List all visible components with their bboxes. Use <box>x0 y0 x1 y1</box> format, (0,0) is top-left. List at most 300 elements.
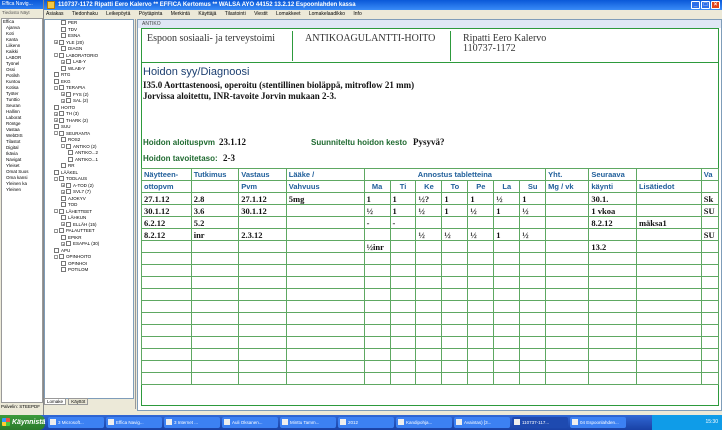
table-cell[interactable] <box>701 253 718 265</box>
table-cell[interactable]: 6.2.12 <box>142 217 192 229</box>
table-cell[interactable] <box>494 301 520 313</box>
table-cell[interactable]: 5mg <box>286 193 364 205</box>
table-cell[interactable] <box>468 361 494 373</box>
table-cell[interactable] <box>701 337 718 349</box>
background-tree-item[interactable]: Ossi <box>6 67 15 72</box>
background-tree-item[interactable]: Yleinen ka <box>6 181 28 186</box>
table-cell[interactable] <box>364 349 390 361</box>
table-cell[interactable] <box>239 361 287 373</box>
background-tree-item[interactable]: Ajanva <box>6 25 20 30</box>
background-tree-item[interactable]: Liikenn <box>6 43 21 48</box>
table-cell[interactable] <box>701 277 718 289</box>
background-window-title[interactable]: Effica Navig... <box>0 0 43 9</box>
table-cell[interactable] <box>416 253 442 265</box>
expand-icon[interactable]: + <box>62 92 65 98</box>
taskbar-button[interactable] <box>396 417 452 428</box>
table-cell[interactable] <box>286 241 364 253</box>
table-cell[interactable] <box>142 253 192 265</box>
background-tree-item[interactable]: Omat Suos <box>6 169 29 174</box>
table-cell[interactable] <box>191 253 239 265</box>
table-cell[interactable] <box>239 337 287 349</box>
table-cell[interactable] <box>494 265 520 277</box>
table-cell[interactable] <box>364 301 390 313</box>
background-tree-item[interactable]: LABOR <box>6 55 22 60</box>
table-cell[interactable] <box>520 277 546 289</box>
table-cell[interactable] <box>191 325 239 337</box>
table-cell[interactable] <box>636 241 701 253</box>
background-tree-item[interactable]: Yleinen <box>6 187 22 192</box>
table-cell[interactable] <box>589 373 637 385</box>
table-cell[interactable] <box>468 217 494 229</box>
table-cell[interactable] <box>364 253 390 265</box>
table-cell[interactable] <box>546 241 589 253</box>
table-cell[interactable] <box>520 253 546 265</box>
table-cell[interactable]: ½ <box>416 205 442 217</box>
table-cell[interactable] <box>239 373 287 385</box>
form-tree[interactable] <box>44 19 134 399</box>
diagnosis-text[interactable] <box>143 80 703 102</box>
table-cell[interactable]: 1 <box>494 229 520 241</box>
table-cell[interactable] <box>589 253 637 265</box>
table-cell[interactable] <box>442 337 468 349</box>
table-cell[interactable] <box>286 313 364 325</box>
table-cell[interactable] <box>239 289 287 301</box>
collapse-icon[interactable]: - <box>55 53 57 59</box>
table-cell[interactable]: - <box>390 217 416 229</box>
menu-leikepoyta[interactable]: Leikepöytä <box>106 11 131 17</box>
taskbar-button[interactable] <box>164 417 220 428</box>
table-cell[interactable] <box>589 325 637 337</box>
background-tree-item[interactable]: Potilsh <box>6 73 20 78</box>
table-cell[interactable] <box>191 361 239 373</box>
table-cell[interactable] <box>442 289 468 301</box>
table-cell[interactable]: 27.1.12 <box>239 193 287 205</box>
table-cell[interactable] <box>416 373 442 385</box>
background-tree-item[interactable]: Työter <box>6 91 19 96</box>
taskbar-button[interactable] <box>512 417 568 428</box>
table-cell[interactable] <box>239 265 287 277</box>
menu-kayttaja[interactable]: Käyttäjä <box>198 11 217 17</box>
table-cell[interactable] <box>142 373 192 385</box>
table-cell[interactable] <box>494 325 520 337</box>
table-cell[interactable] <box>364 337 390 349</box>
table-cell[interactable] <box>636 313 701 325</box>
table-cell[interactable] <box>390 277 416 289</box>
table-cell[interactable] <box>494 313 520 325</box>
expand-icon[interactable]: + <box>55 111 58 117</box>
taskbar-button[interactable] <box>222 417 278 428</box>
table-cell[interactable] <box>468 253 494 265</box>
expand-icon[interactable]: + <box>62 189 65 195</box>
table-cell[interactable] <box>142 277 192 289</box>
table-cell[interactable] <box>468 277 494 289</box>
table-cell[interactable] <box>494 277 520 289</box>
table-cell[interactable] <box>701 217 718 229</box>
background-tree-item[interactable]: Kaikki <box>6 49 19 54</box>
table-cell[interactable] <box>191 349 239 361</box>
table-cell[interactable] <box>636 337 701 349</box>
table-cell[interactable] <box>239 253 287 265</box>
table-cell[interactable]: 1 <box>520 193 546 205</box>
table-cell[interactable] <box>589 301 637 313</box>
table-cell[interactable] <box>142 289 192 301</box>
table-cell[interactable] <box>494 361 520 373</box>
table-cell[interactable]: 8.2.12 <box>142 229 192 241</box>
table-cell[interactable] <box>636 361 701 373</box>
table-cell[interactable] <box>390 301 416 313</box>
expand-icon[interactable]: + <box>62 183 65 189</box>
table-cell[interactable] <box>520 289 546 301</box>
table-cell[interactable] <box>142 301 192 313</box>
table-cell[interactable]: SU <box>701 205 718 217</box>
table-cell[interactable] <box>589 289 637 301</box>
table-cell[interactable]: ½ <box>468 205 494 217</box>
table-cell[interactable] <box>142 325 192 337</box>
table-cell[interactable] <box>416 325 442 337</box>
table-cell[interactable]: ½ <box>494 193 520 205</box>
table-cell[interactable] <box>468 265 494 277</box>
start-date-value[interactable]: 23.1.12 <box>219 137 246 147</box>
table-cell[interactable] <box>364 289 390 301</box>
background-tree-item[interactable]: Laborat <box>6 115 22 120</box>
background-tree-item[interactable]: Koti <box>6 31 14 36</box>
menu-lomakkeet[interactable]: Lomakkeet <box>276 11 301 17</box>
table-cell[interactable] <box>520 265 546 277</box>
table-cell[interactable]: 30.1.12 <box>142 205 192 217</box>
table-cell[interactable] <box>589 349 637 361</box>
table-cell[interactable]: ½ <box>416 229 442 241</box>
table-cell[interactable] <box>239 349 287 361</box>
menu-lomakelaadikko[interactable]: Lomakelaadikko <box>308 11 345 17</box>
table-cell[interactable] <box>636 193 701 205</box>
table-cell[interactable]: 1 <box>442 193 468 205</box>
table-cell[interactable]: mäksa1 <box>636 217 701 229</box>
table-cell[interactable]: 1 <box>442 205 468 217</box>
menu-viestit[interactable]: Viestit <box>254 11 268 17</box>
table-cell[interactable] <box>589 361 637 373</box>
table-cell[interactable] <box>701 313 718 325</box>
taskbar-button[interactable] <box>48 417 104 428</box>
background-tree-item[interactable]: Digital <box>6 145 19 150</box>
table-cell[interactable] <box>589 337 637 349</box>
table-cell[interactable] <box>416 313 442 325</box>
table-cell[interactable] <box>286 289 364 301</box>
table-cell[interactable]: 1 <box>390 205 416 217</box>
background-tree-item[interactable]: Hallinn <box>6 109 20 114</box>
table-cell[interactable] <box>701 265 718 277</box>
table-cell[interactable]: 30.1. <box>589 193 637 205</box>
background-tree-item[interactable]: Röntge <box>6 121 21 126</box>
table-cell[interactable] <box>636 253 701 265</box>
table-cell[interactable] <box>546 289 589 301</box>
table-cell[interactable] <box>416 349 442 361</box>
table-cell[interactable] <box>442 277 468 289</box>
table-cell[interactable] <box>364 373 390 385</box>
table-cell[interactable] <box>546 217 589 229</box>
table-cell[interactable] <box>416 277 442 289</box>
table-cell[interactable] <box>442 361 468 373</box>
target-value[interactable]: 2-3 <box>223 153 235 163</box>
table-cell[interactable] <box>286 217 364 229</box>
table-cell[interactable] <box>364 277 390 289</box>
table-cell[interactable] <box>416 241 442 253</box>
table-cell[interactable] <box>520 349 546 361</box>
table-cell[interactable]: 2.8 <box>191 193 239 205</box>
table-cell[interactable] <box>286 301 364 313</box>
table-cell[interactable] <box>191 337 239 349</box>
table-cell[interactable] <box>286 325 364 337</box>
table-cell[interactable] <box>520 217 546 229</box>
table-cell[interactable] <box>636 289 701 301</box>
table-cell[interactable] <box>390 337 416 349</box>
table-cell[interactable] <box>494 253 520 265</box>
table-cell[interactable] <box>494 349 520 361</box>
table-cell[interactable] <box>442 265 468 277</box>
table-cell[interactable]: ½ <box>364 205 390 217</box>
table-cell[interactable] <box>191 277 239 289</box>
expand-icon[interactable]: + <box>55 118 58 124</box>
table-cell[interactable] <box>390 265 416 277</box>
table-cell[interactable] <box>442 349 468 361</box>
background-tree[interactable] <box>1 18 43 403</box>
menu-merkinta[interactable]: Merkintä <box>170 11 190 17</box>
table-cell[interactable]: 27.1.12 <box>142 193 192 205</box>
table-cell[interactable] <box>701 241 718 253</box>
table-cell[interactable] <box>636 277 701 289</box>
table-cell[interactable] <box>286 361 364 373</box>
table-cell[interactable] <box>520 301 546 313</box>
table-cell[interactable] <box>494 241 520 253</box>
background-window[interactable] <box>0 0 44 415</box>
table-cell[interactable] <box>494 337 520 349</box>
table-cell[interactable] <box>546 277 589 289</box>
table-cell[interactable] <box>364 229 390 241</box>
expand-icon[interactable]: + <box>62 241 65 247</box>
close-button[interactable]: × <box>711 1 720 9</box>
expand-icon[interactable]: + <box>62 59 65 65</box>
table-cell[interactable] <box>286 349 364 361</box>
table-cell[interactable] <box>636 349 701 361</box>
table-cell[interactable] <box>286 337 364 349</box>
table-cell[interactable] <box>468 325 494 337</box>
background-tree-item[interactable]: Vastaa <box>6 127 20 132</box>
table-cell[interactable]: inr <box>191 229 239 241</box>
table-cell[interactable]: - <box>364 217 390 229</box>
table-cell[interactable]: ½ <box>468 229 494 241</box>
background-window-menu[interactable]: Tiedosto Näyt <box>2 10 30 15</box>
table-cell[interactable] <box>239 313 287 325</box>
window-titlebar[interactable] <box>44 0 722 10</box>
table-cell[interactable] <box>416 289 442 301</box>
table-cell[interactable] <box>546 361 589 373</box>
minimize-button[interactable]: _ <box>691 1 700 9</box>
table-cell[interactable] <box>191 241 239 253</box>
table-cell[interactable]: ½ <box>520 205 546 217</box>
table-cell[interactable]: Sk <box>701 193 718 205</box>
table-cell[interactable] <box>494 373 520 385</box>
maximize-button[interactable]: □ <box>701 1 710 9</box>
table-cell[interactable] <box>701 361 718 373</box>
menu-asiakas[interactable]: Asiakas <box>46 11 64 17</box>
collapse-icon[interactable]: - <box>55 176 57 182</box>
table-cell[interactable] <box>191 265 239 277</box>
taskbar-button[interactable] <box>570 417 626 428</box>
menu-tiedonhaku[interactable]: Tiedonhaku <box>71 11 98 17</box>
table-cell[interactable] <box>589 265 637 277</box>
table-cell[interactable]: 13.2 <box>589 241 637 253</box>
table-cell[interactable] <box>390 241 416 253</box>
table-cell[interactable] <box>589 277 637 289</box>
table-cell[interactable] <box>546 265 589 277</box>
duration-value[interactable]: Pysyvä? <box>413 137 445 147</box>
table-cell[interactable] <box>286 253 364 265</box>
table-cell[interactable] <box>546 193 589 205</box>
table-cell[interactable] <box>520 313 546 325</box>
table-cell[interactable]: ½ <box>442 229 468 241</box>
background-tree-item[interactable]: WebDIS <box>6 133 23 138</box>
table-cell[interactable] <box>364 265 390 277</box>
table-cell[interactable] <box>636 205 701 217</box>
table-cell[interactable] <box>546 373 589 385</box>
table-cell[interactable] <box>701 301 718 313</box>
table-cell[interactable] <box>636 265 701 277</box>
menu-info[interactable]: Info <box>353 11 362 17</box>
collapse-icon[interactable]: - <box>62 144 64 150</box>
table-cell[interactable]: 5.2 <box>191 217 239 229</box>
taskbar-button[interactable] <box>280 417 336 428</box>
table-cell[interactable] <box>142 337 192 349</box>
table-cell[interactable] <box>701 289 718 301</box>
table-cell[interactable] <box>416 217 442 229</box>
table-cell[interactable] <box>239 241 287 253</box>
table-cell[interactable] <box>468 373 494 385</box>
table-cell[interactable] <box>191 373 239 385</box>
table-cell[interactable] <box>442 325 468 337</box>
collapse-icon[interactable]: - <box>55 85 57 91</box>
table-cell[interactable] <box>390 229 416 241</box>
background-tree-item[interactable]: Ikävia <box>6 151 18 156</box>
table-cell[interactable]: ½inr <box>364 241 390 253</box>
table-cell[interactable]: 8.2.12 <box>589 217 637 229</box>
table-cell[interactable] <box>494 289 520 301</box>
table-cell[interactable] <box>468 289 494 301</box>
table-cell[interactable] <box>390 361 416 373</box>
table-cell[interactable] <box>416 265 442 277</box>
table-cell[interactable] <box>442 253 468 265</box>
table-cell[interactable] <box>546 349 589 361</box>
table-cell[interactable] <box>636 229 701 241</box>
table-cell[interactable] <box>546 313 589 325</box>
table-cell[interactable] <box>442 313 468 325</box>
table-cell[interactable] <box>416 337 442 349</box>
table-cell[interactable] <box>364 313 390 325</box>
background-tree-item[interactable]: Kotisa <box>6 85 19 90</box>
table-cell[interactable] <box>589 313 637 325</box>
table-cell[interactable] <box>390 325 416 337</box>
table-cell[interactable] <box>364 361 390 373</box>
table-cell[interactable]: 2.3.12 <box>239 229 287 241</box>
table-cell[interactable]: 1 <box>364 193 390 205</box>
table-cell[interactable] <box>364 325 390 337</box>
table-cell[interactable] <box>468 313 494 325</box>
table-cell[interactable] <box>546 253 589 265</box>
table-cell[interactable] <box>520 373 546 385</box>
taskbar-button[interactable] <box>454 417 510 428</box>
table-cell[interactable] <box>239 277 287 289</box>
table-cell[interactable]: ½? <box>416 193 442 205</box>
table-cell[interactable] <box>416 361 442 373</box>
table-cell[interactable] <box>416 301 442 313</box>
table-cell[interactable]: SU <box>701 229 718 241</box>
clock[interactable]: 15:30 <box>705 419 718 425</box>
table-cell[interactable] <box>390 373 416 385</box>
tab-kayttot[interactable]: Käyttöt <box>68 398 88 405</box>
table-cell[interactable] <box>636 301 701 313</box>
background-tree-item[interactable]: Tilastot <box>6 139 21 144</box>
table-cell[interactable] <box>468 241 494 253</box>
table-cell[interactable] <box>390 289 416 301</box>
table-cell[interactable] <box>442 301 468 313</box>
table-cell[interactable]: 30.1.12 <box>239 205 287 217</box>
table-cell[interactable] <box>636 373 701 385</box>
table-cell[interactable] <box>142 265 192 277</box>
tree-node[interactable] <box>45 267 133 274</box>
table-cell[interactable]: 1 <box>390 193 416 205</box>
table-cell[interactable] <box>546 205 589 217</box>
tab-lomake[interactable]: Lomake <box>44 398 66 405</box>
table-cell[interactable] <box>142 313 192 325</box>
table-cell[interactable] <box>442 373 468 385</box>
table-cell[interactable] <box>468 337 494 349</box>
table-cell[interactable] <box>701 373 718 385</box>
table-cell[interactable]: 1 <box>468 193 494 205</box>
table-cell[interactable] <box>142 361 192 373</box>
table-cell[interactable] <box>191 289 239 301</box>
table-cell[interactable] <box>239 217 287 229</box>
table-cell[interactable] <box>191 313 239 325</box>
table-cell[interactable] <box>390 313 416 325</box>
table-cell[interactable] <box>442 241 468 253</box>
table-cell[interactable] <box>701 325 718 337</box>
table-cell[interactable] <box>468 349 494 361</box>
table-cell[interactable]: ½ <box>520 229 546 241</box>
table-cell[interactable] <box>636 325 701 337</box>
taskbar-button[interactable] <box>106 417 162 428</box>
table-cell[interactable] <box>520 361 546 373</box>
background-tree-item[interactable]: Navigat <box>6 157 22 162</box>
background-tree-item[interactable]: Työnel <box>6 61 20 66</box>
background-tree-item[interactable]: Oma kansi <box>6 175 28 180</box>
start-button[interactable] <box>0 415 45 430</box>
menu-tilastointi[interactable]: Tilastointi <box>224 11 246 17</box>
table-cell[interactable] <box>142 241 192 253</box>
table-cell[interactable]: 3.6 <box>191 205 239 217</box>
background-tree-item[interactable]: Kanta <box>6 37 18 42</box>
table-cell[interactable] <box>239 301 287 313</box>
table-cell[interactable] <box>546 325 589 337</box>
table-cell[interactable] <box>701 349 718 361</box>
table-cell[interactable] <box>494 217 520 229</box>
collapse-icon[interactable]: - <box>55 209 57 215</box>
table-cell[interactable] <box>546 301 589 313</box>
background-tree-item[interactable]: Seuran <box>6 103 21 108</box>
menu-poytapinta[interactable]: Pöytäpinta <box>138 11 163 17</box>
table-cell[interactable] <box>286 373 364 385</box>
table-cell[interactable] <box>286 205 364 217</box>
table-cell[interactable] <box>142 349 192 361</box>
collapse-icon[interactable]: - <box>55 131 57 137</box>
table-cell[interactable] <box>239 325 287 337</box>
